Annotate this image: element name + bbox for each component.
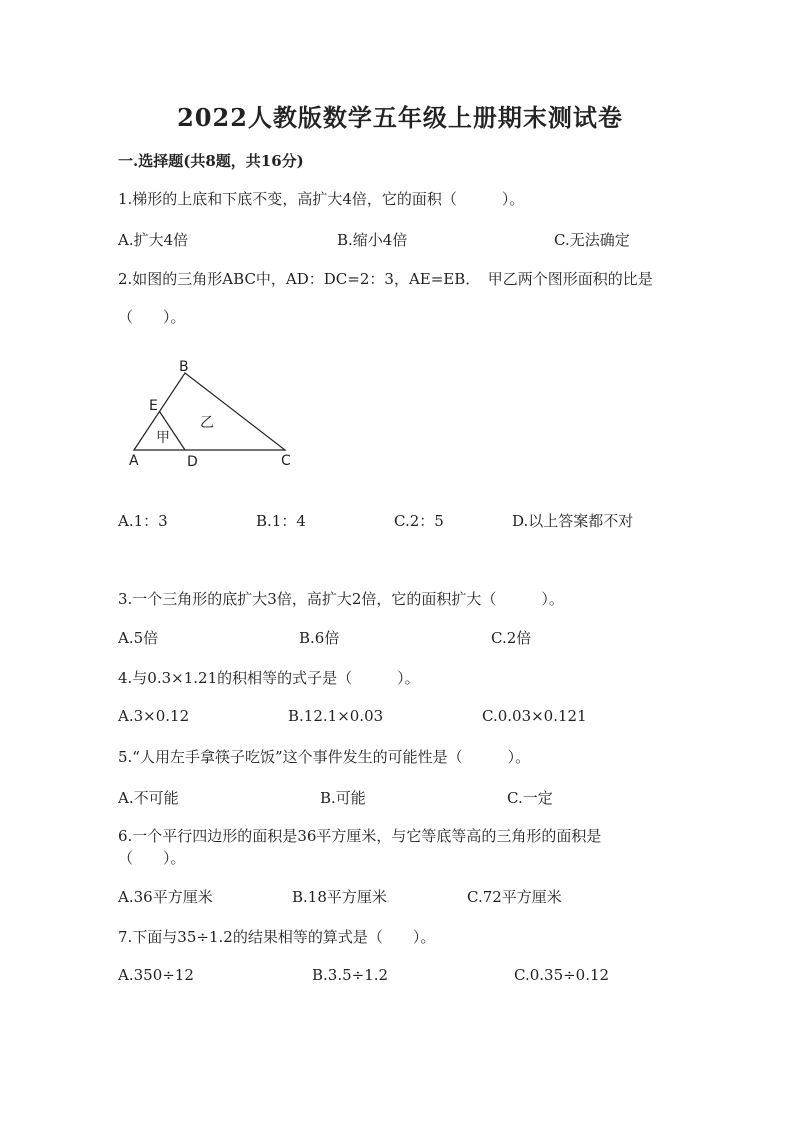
- question-5-option-c[interactable]: C.一定: [507, 789, 553, 807]
- question-7: 7.下面与35÷1.2的结果相等的算式是（ ）。: [118, 928, 436, 946]
- question-3: 3.一个三角形的底扩大3倍，高扩大2倍，它的面积扩大（ ）。: [118, 590, 564, 608]
- question-6-option-b[interactable]: B.18平方厘米: [292, 888, 387, 906]
- question-5-option-b[interactable]: B.可能: [320, 789, 366, 807]
- question-7-option-b[interactable]: B.3.5÷1.2: [312, 966, 389, 984]
- question-5: 5.“人用左手拿筷子吃饭”这个事件发生的可能性是（ ）。: [118, 748, 531, 766]
- question-2-option-d[interactable]: D.以上答案都不对: [512, 512, 634, 530]
- question-2-option-a[interactable]: A.1：3: [118, 512, 168, 530]
- question-3-option-c[interactable]: C.2倍: [491, 629, 532, 647]
- question-2-option-c[interactable]: C.2：5: [394, 512, 444, 530]
- question-6-blank: （ ）。: [118, 849, 186, 867]
- question-1: 1.梯形的上底和下底不变，高扩大4倍，它的面积（ ）。: [118, 190, 525, 208]
- vertex-label-a: A: [129, 453, 139, 469]
- question-2-blank: （ ）。: [118, 308, 186, 326]
- question-1-option-b[interactable]: B.缩小4倍: [337, 231, 408, 249]
- region-jia-label: 甲: [156, 430, 170, 446]
- triangle-figure: [125, 355, 305, 470]
- question-6-option-c[interactable]: C.72平方厘米: [467, 888, 562, 906]
- question-4-option-a[interactable]: A.3×0.12: [118, 707, 190, 725]
- vertex-label-d: D: [187, 454, 198, 470]
- question-1-option-c[interactable]: C.无法确定: [554, 231, 630, 249]
- question-5-option-a[interactable]: A.不可能: [118, 789, 179, 807]
- question-4: 4.与0.3×1.21的积相等的式子是（ ）。: [118, 669, 420, 687]
- question-4-option-c[interactable]: C.0.03×0.121: [482, 707, 587, 725]
- region-yi-label: 乙: [200, 415, 214, 431]
- question-4-option-b[interactable]: B.12.1×0.03: [288, 707, 384, 725]
- question-2-option-b[interactable]: B.1：4: [256, 512, 306, 530]
- question-2: 2.如图的三角形ABC中，AD：DC=2：3，AE=EB． 甲乙两个图形面积的比是: [118, 270, 653, 288]
- question-7-option-c[interactable]: C.0.35÷0.12: [514, 966, 610, 984]
- vertex-label-b: B: [179, 359, 189, 375]
- question-6: 6.一个平行四边形的面积是36平方厘米，与它等底等高的三角形的面积是: [118, 827, 602, 845]
- question-1-option-a[interactable]: A.扩大4倍: [118, 231, 189, 249]
- page-title: 2022人教版数学五年级上册期末测试卷: [177, 103, 623, 132]
- question-3-option-b[interactable]: B.6倍: [299, 629, 340, 647]
- question-7-option-a[interactable]: A.350÷12: [118, 966, 194, 984]
- question-6-option-a[interactable]: A.36平方厘米: [118, 888, 213, 906]
- vertex-label-e: E: [149, 398, 158, 414]
- vertex-label-c: C: [281, 453, 291, 469]
- question-3-option-a[interactable]: A.5倍: [118, 629, 159, 647]
- section-heading: 一.选择题(共8题，共16分): [118, 152, 304, 170]
